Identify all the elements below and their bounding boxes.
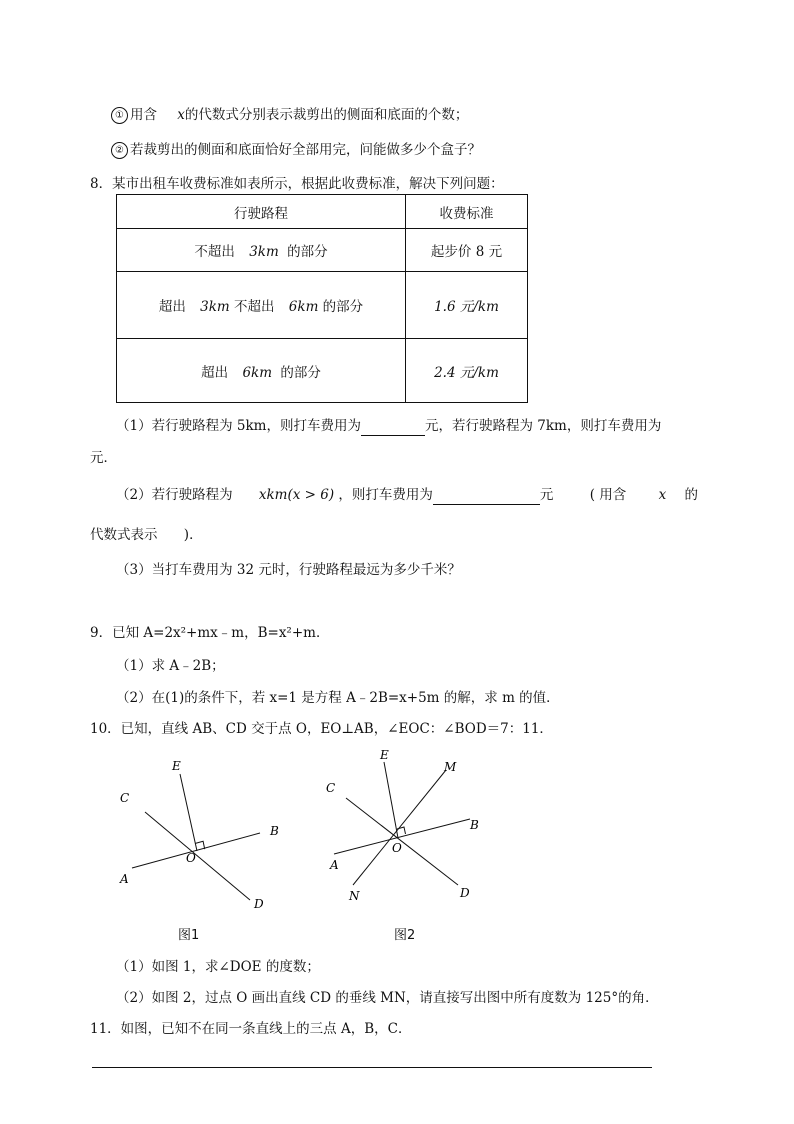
footer-divider [92, 1067, 652, 1068]
q8-sub2-text-b: ，则打车费用为 [338, 487, 433, 503]
line-cd [346, 798, 458, 885]
figure-1 [110, 750, 300, 945]
label-c: C [326, 781, 336, 795]
q10-sub2: （2）如图 2，过点 O 画出直线 CD 的垂线 MN，请直接写出图中所有度数为 125°的角． [116, 990, 659, 1006]
q9-sub2: （2）在(1)的条件下，若 x=1 是方程 A﹣2B=x+5m 的解，求 m 的值． [116, 690, 560, 706]
circled-number-1: ① [111, 107, 128, 124]
answer-blank-2 [433, 488, 540, 505]
q9-sub1: （1）求 A﹣2B； [116, 658, 225, 674]
q7-item1-variable: x [177, 107, 185, 123]
cell-unit: 6km [242, 364, 273, 381]
cell-unit: 3km [249, 244, 279, 260]
figure-2-diagram [320, 742, 520, 947]
q8-sub2-text-d: ( 用含 [589, 487, 627, 503]
fare-table-row-3-fee: 2.4 元/km [406, 339, 528, 403]
q8-sub2-text-c: 元 [539, 487, 554, 503]
q7-item2-text: 若裁剪出的侧面和底面恰好全部用完，问能做多少个盒子？ [130, 142, 481, 158]
q8-sub3: （3）当打车费用为 32 元时，行驶路程最远为多少千米？ [116, 562, 461, 578]
figure-2 [320, 742, 520, 947]
fare-table [116, 194, 528, 403]
q8-sub1-line2: 元． [90, 450, 117, 466]
q8-sub2-text-e: 的 [684, 487, 698, 503]
label-e: E [380, 748, 389, 762]
q8-sub2-text-f: 代数式表示 [90, 527, 158, 543]
q8-sub2-variable: x [658, 487, 667, 503]
fare-table-header-distance: 行驶路程 [117, 195, 406, 229]
q8-sub1-line1 [116, 414, 661, 436]
q8-sub2-text-a: （2）若行驶路程为 [116, 487, 233, 503]
fare-table-row-2-fee: 1.6 元/km [406, 272, 528, 339]
figure-1-caption: 图1 [178, 928, 200, 943]
q9-stem: 9．已知 A=2x²+mx﹣m，B=x²+m． [90, 625, 330, 641]
label-o: O [392, 841, 402, 855]
q7-item2 [111, 138, 481, 159]
ray-oe [180, 774, 197, 851]
label-b: B [470, 818, 479, 832]
label-n: N [349, 889, 360, 903]
q7-item1-text-a: 用含 [130, 107, 157, 123]
fare-table-row-1-fee: 起步价 8 元 [406, 229, 528, 272]
circled-number-2: ② [111, 142, 128, 159]
q10-sub1: （1）如图 1，求∠DOE 的度数； [116, 959, 320, 975]
q11-stem: 11．如图，已知不在同一条直线上的三点 A，B，C． [90, 1021, 412, 1037]
label-o: O [186, 851, 196, 865]
fare-table-header-fee: 收费标准 [406, 195, 528, 229]
cell-text: 超出 [158, 299, 186, 315]
label-a: A [330, 858, 339, 872]
q8-sub2-line1 [116, 483, 698, 505]
cell-text: 不超出 [234, 299, 275, 315]
cell-text: 的部分 [287, 244, 328, 260]
label-d: D [254, 897, 264, 911]
figure-1-diagram [110, 750, 300, 945]
label-c: C [120, 791, 130, 805]
line-mn [353, 770, 446, 885]
ray-oe [384, 762, 398, 838]
line-ab [132, 833, 260, 868]
cell-unit: 6km [288, 299, 319, 315]
fare-table-row-3-distance [117, 339, 406, 403]
label-m: M [444, 760, 457, 774]
label-d: D [460, 886, 470, 900]
cell-text: 的部分 [322, 299, 364, 315]
cell-text: 超出 [201, 364, 229, 381]
q7-item1 [111, 103, 468, 124]
label-a: A [120, 872, 129, 886]
q8-sub1-text-b: 元，若行驶路程为 7km，则打车费用为 [424, 418, 662, 434]
q8-sub2-text-g: )． [183, 527, 203, 543]
answer-blank-1 [361, 419, 425, 436]
label-b: B [270, 824, 279, 838]
q8-sub2-line2 [90, 523, 203, 543]
cell-text: 的部分 [280, 364, 321, 381]
line-cd [145, 812, 250, 900]
figure-2-caption: 图2 [394, 928, 416, 943]
cell-unit: 3km [200, 299, 230, 315]
label-e: E [172, 759, 181, 773]
fare-table-row-2-distance [117, 272, 406, 339]
q8-stem: 8．某市出租车收费标准如表所示，根据此收费标准，解决下列问题： [90, 176, 504, 192]
cell-text: 不超出 [194, 244, 235, 260]
q8-sub2-expression: xkm(x > 6) [258, 487, 335, 503]
q10-stem: 10．已知，直线 AB、CD 交于点 O，EO⊥AB，∠EOC：∠BOD＝7：11． [90, 721, 553, 737]
fare-table-row-1-distance [117, 229, 406, 272]
q8-sub1-text-a: （1）若行驶路程为 5km，则打车费用为 [116, 418, 361, 434]
q7-item1-text-b: 的代数式分别表示裁剪出的侧面和底面的个数； [184, 107, 469, 123]
right-angle-mark [397, 827, 406, 834]
